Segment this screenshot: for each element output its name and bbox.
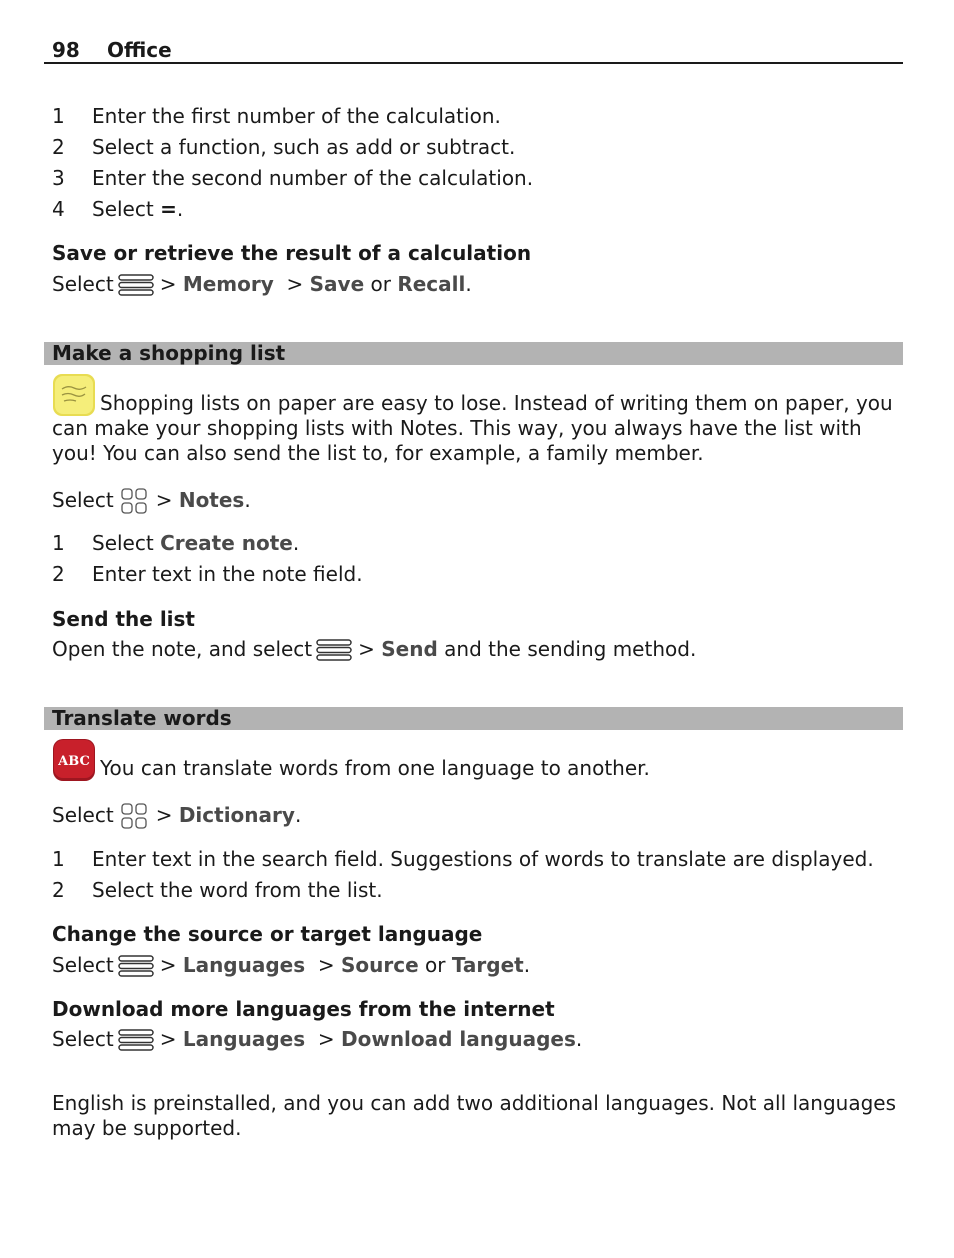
header-rule [44, 62, 903, 64]
list-item: 1 Select Create note. [52, 531, 300, 555]
menu-icon [118, 1028, 154, 1052]
dictionary-app-icon [52, 738, 96, 782]
instruction-open-dictionary: Select > Dictionary. [52, 802, 301, 830]
list-item: 2 Select the word from the list. [52, 878, 383, 902]
section-bar-shopping [44, 342, 903, 365]
subheading-download-languages: Download more languages from the internet [52, 997, 555, 1021]
translate-intro: You can translate words from one language to another. [100, 756, 650, 780]
languages-note: English is preinstalled, and you can add two additional languages. Not all languages may be supported. [52, 1091, 897, 1140]
menu-icon [118, 273, 154, 297]
instruction-open-notes: Select > Notes. [52, 487, 251, 515]
list-item: 2 Select a function, such as add or subtract. [52, 135, 516, 159]
apps-grid-icon [120, 487, 148, 515]
subheading-send-list: Send the list [52, 607, 195, 631]
subheading-save-retrieve: Save or retrieve the result of a calculation [52, 241, 532, 265]
list-item: 4 Select =. [52, 197, 184, 221]
menu-icon [118, 954, 154, 978]
instruction-save-retrieve: Select > Memory > Save or Recall. [52, 272, 472, 296]
instruction-send-list: Open the note, and select > Send and the sending method. [52, 637, 697, 661]
page-number: 98 [52, 38, 80, 62]
menu-icon [316, 638, 352, 662]
section-title: Make a shopping list [52, 341, 286, 365]
list-item: 3 Enter the second number of the calculation. [52, 166, 534, 190]
section-bar-translate [44, 707, 903, 730]
instruction-download-languages: Select > Languages > Download languages. [52, 1027, 583, 1051]
section-title: Translate words [52, 706, 232, 730]
list-item: 1 Enter the first number of the calculation. [52, 104, 501, 128]
list-item: 1 Enter text in the search field. Suggestions of words to translate are displayed. [52, 847, 874, 871]
list-item: 2 Enter text in the note field. [52, 562, 363, 586]
subheading-change-language: Change the source or target language [52, 922, 483, 946]
page-section-title: Office [107, 38, 172, 62]
instruction-change-language: Select > Languages > Source or Target. [52, 953, 531, 977]
shopping-intro: Shopping lists on paper are easy to lose. Instead of writing them on paper, you can make your shopping lists with Notes. This way, you always have the list with you! You can also send the list to, for example, a family member. [52, 391, 893, 465]
apps-grid-icon [120, 802, 148, 830]
dictionary-icon-label: ABC [58, 754, 90, 769]
